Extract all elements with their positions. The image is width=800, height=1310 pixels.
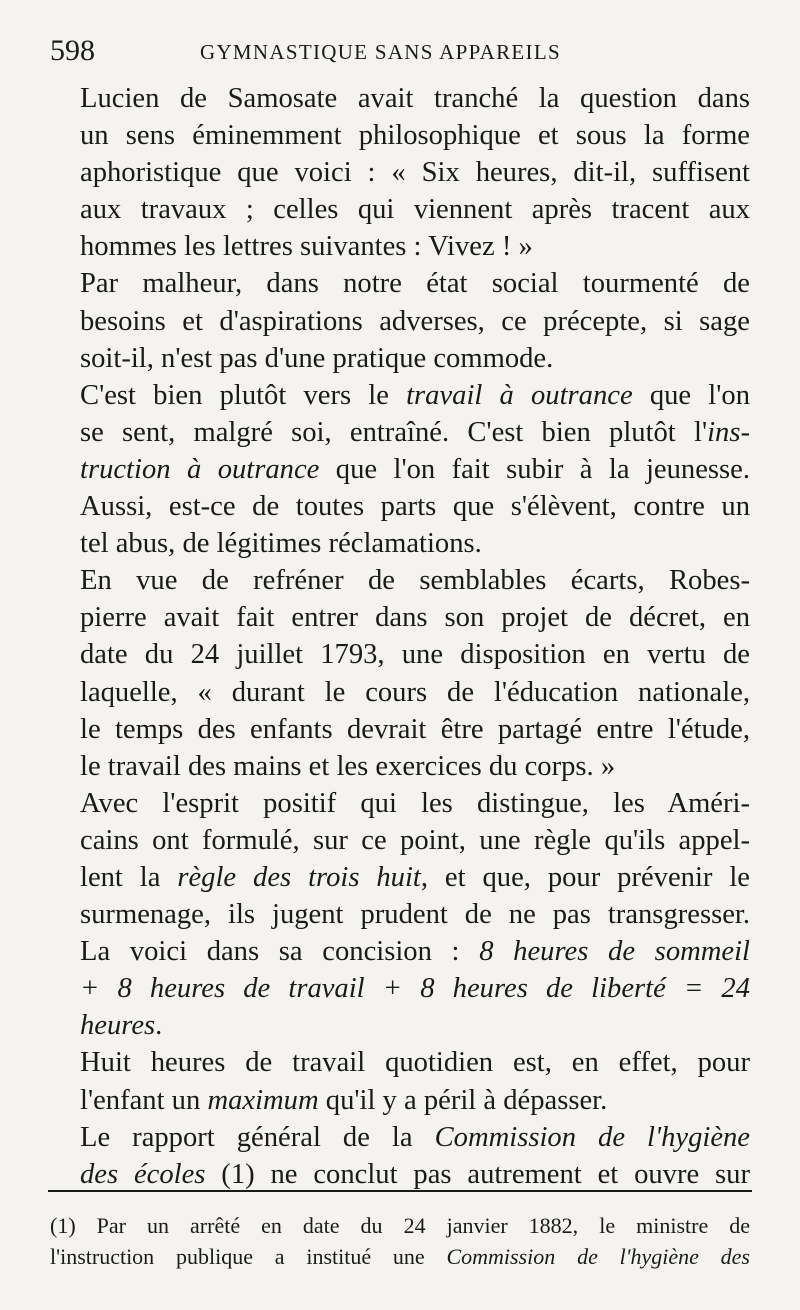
paragraph xyxy=(50,785,750,1045)
footnote-line: (1) Par un arrêté en date du 24 janvier 1882, le ministre de xyxy=(50,1213,750,1238)
text-span: qu'il y a péril à dépasser. xyxy=(318,1084,608,1116)
text-line: tel abus, de légitimes réclamations. xyxy=(80,528,482,560)
italic-text: Commission de l'hygiène des xyxy=(446,1244,750,1269)
footnote-line xyxy=(50,1241,750,1272)
text-span: C'est bien plutôt vers le xyxy=(80,379,407,411)
text-line xyxy=(50,933,750,970)
text-line: cains ont formulé, sur ce point, une règle qu'ils appel- xyxy=(80,824,750,856)
text-span: La voici dans sa concision : xyxy=(80,936,480,968)
italic-text: 8 heures de sommeil xyxy=(479,936,750,968)
italic-text: règle des trois huit xyxy=(177,861,421,893)
text-span: que l'on xyxy=(632,379,750,411)
italic-text: heures xyxy=(80,1010,156,1042)
text-line xyxy=(50,859,750,896)
text-line xyxy=(50,1082,750,1119)
text-line: En vue de refréner de semblables écarts, Robes- xyxy=(80,565,750,597)
footnote xyxy=(50,1210,750,1272)
text-line: date du 24 juillet 1793, une disposition en vertu de xyxy=(80,639,750,671)
paragraph xyxy=(50,1044,750,1118)
text-line: aphoristique que voici : « Six heures, dit-il, suffisent xyxy=(80,157,750,189)
text-span: . xyxy=(155,1010,163,1042)
text-span: Le rapport général de la xyxy=(80,1121,435,1153)
text-line: laquelle, « durant le cours de l'éducation nationale, xyxy=(80,676,750,708)
text-line: Par malheur, dans notre état social tourmenté de xyxy=(80,268,750,300)
italic-text: des écoles xyxy=(80,1158,206,1190)
paragraph xyxy=(50,377,750,562)
text-span: l' xyxy=(694,416,708,448)
text-line: soit-il, n'est pas d'une pratique commode. xyxy=(80,342,554,374)
text-line xyxy=(50,1156,750,1193)
text-line xyxy=(50,414,750,451)
italic-text: + 8 heures de travail + 8 heures de liberté = 24 xyxy=(80,973,750,1005)
text-line: hommes les lettres suivantes : Vivez ! » xyxy=(80,231,533,263)
text-line: un sens éminemment philosophique et sous la forme xyxy=(80,120,750,152)
text-line xyxy=(50,1119,750,1156)
text-line: Huit heures de travail quotidien est, en effet, pour xyxy=(80,1047,750,1079)
text-span: , et que, pour prévenir le xyxy=(420,861,750,893)
running-title: GYMNASTIQUE SANS APPAREILS xyxy=(200,40,561,64)
italic-text: Commission de l'hygiène xyxy=(434,1121,750,1153)
paragraph xyxy=(50,1119,750,1193)
text-span: (1) ne conclut pas autrement et ouvre sur xyxy=(205,1158,750,1190)
italic-text: truction à outrance xyxy=(80,453,320,485)
text-line xyxy=(50,377,750,414)
text-line: Avec l'esprit positif qui les distingue, les Améri- xyxy=(80,787,750,819)
body-text xyxy=(50,80,750,1193)
text-span: se sent, malgré soi, entraîné. C'est bien plutôt xyxy=(80,416,694,448)
italic-text: maximum xyxy=(207,1084,319,1116)
text-span: l'instruction publique a institué une xyxy=(50,1244,447,1269)
text-line xyxy=(50,1007,750,1044)
text-line: Aussi, est-ce de toutes parts que s'élèvent, contre un xyxy=(80,491,750,523)
paragraph xyxy=(50,80,750,265)
page-number: 598 xyxy=(50,34,95,67)
text-line: le travail des mains et les exercices du corps. » xyxy=(80,750,616,782)
text-line: Lucien de Samosate avait tranché la question dans xyxy=(80,83,750,114)
italic-text: travail à outrance xyxy=(406,379,633,411)
text-line: besoins et d'aspirations adverses, ce précepte, si sage xyxy=(80,305,750,337)
text-line: aux travaux ; celles qui viennent après tracent aux xyxy=(80,194,750,226)
italic-text: ins- xyxy=(707,416,750,448)
text-span: l'enfant un xyxy=(80,1084,208,1116)
text-line: le temps des enfants devrait être partagé entre l'étude, xyxy=(80,713,750,745)
text-line xyxy=(50,451,750,488)
formula-line xyxy=(50,970,750,1007)
page-header xyxy=(50,30,750,70)
text-span: lent la xyxy=(80,861,178,893)
paragraph xyxy=(50,562,750,785)
paragraph xyxy=(50,265,750,376)
text-line: surmenage, ils jugent prudent de ne pas transgresser. xyxy=(80,899,750,931)
text-line: pierre avait fait entrer dans son projet de décret, en xyxy=(80,602,750,634)
footnote-divider xyxy=(48,1190,752,1192)
text-span: que l'on fait subir à la jeunesse. xyxy=(319,453,750,485)
